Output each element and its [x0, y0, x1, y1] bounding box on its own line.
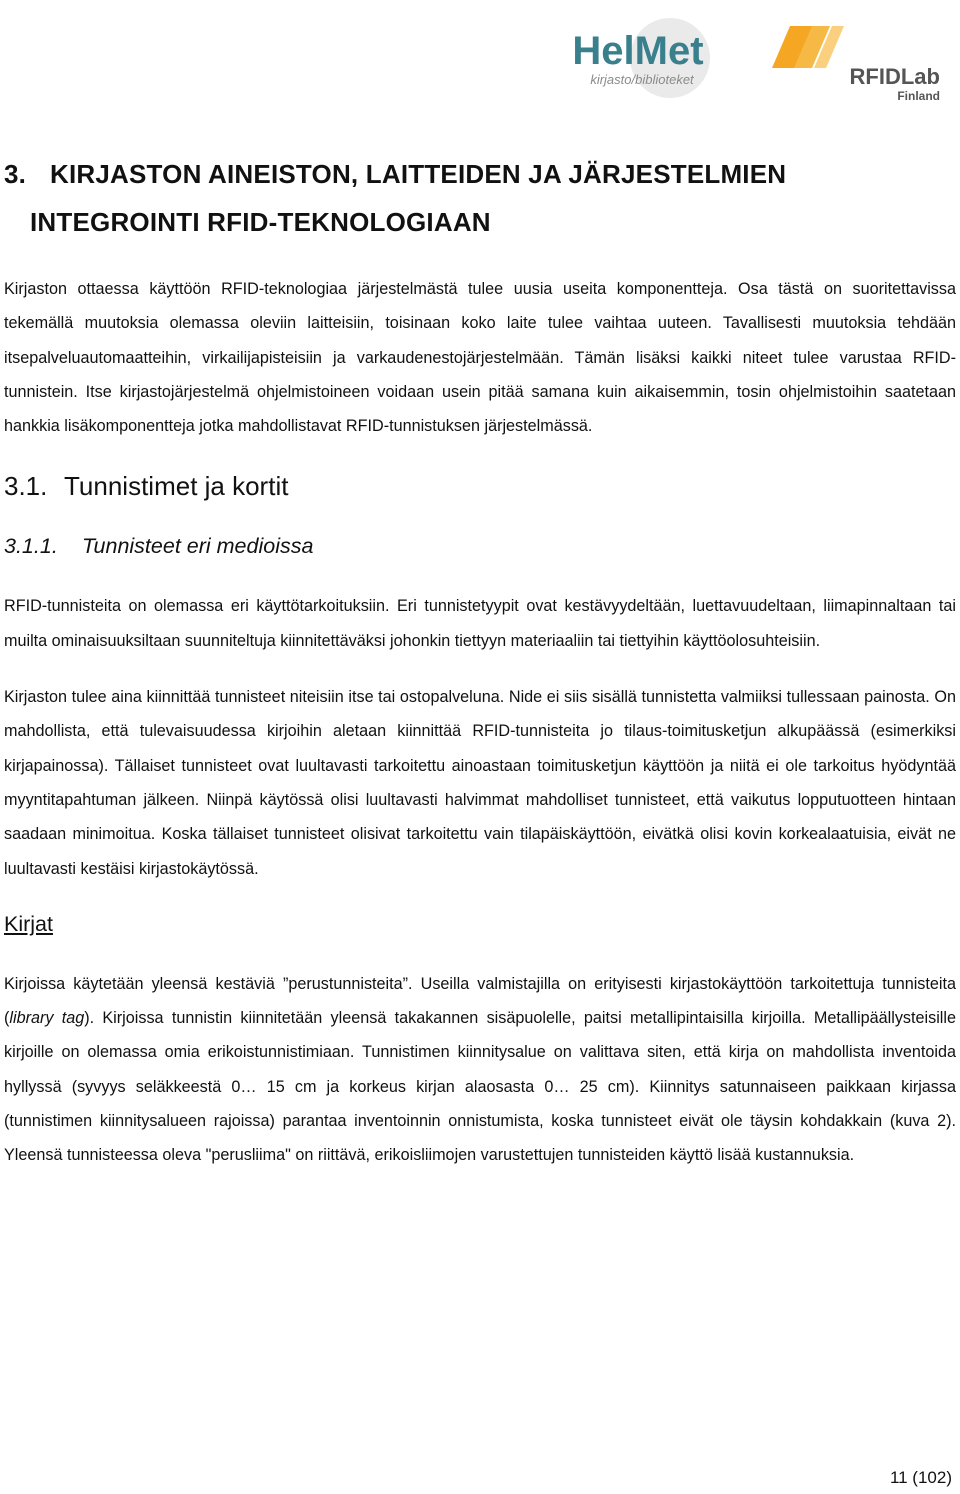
- chapter-number: 3.: [4, 159, 27, 189]
- paragraph-books-part1: Kirjoissa käytetään yleensä kestäviä ”perustunnisteita”. Useilla valmistajilla on erityisesti kirjastokäyttöön tarkoitettuja tunnisteita (: [4, 974, 956, 1028]
- page-number: 11 (102): [889, 1468, 952, 1487]
- paragraph-books-italic: library tag: [9, 1009, 85, 1028]
- chapter-title-line1: KIRJASTON AINEISTON, LAITTEIDEN JA JÄRJESTELMIEN: [50, 159, 787, 189]
- document-page: [4, 150, 956, 1173]
- chapter-title-line2: INTEGROINTI RFID-TEKNOLOGIAAN: [30, 207, 491, 237]
- helmet-logo-text: HelMet: [572, 29, 704, 73]
- intro-paragraph: Kirjaston ottaessa käyttöön RFID-teknologiaa järjestelmästä tulee uusia useita komponentteja. Osa tästä on suoritettavissa tekemällä muutoksia olemassa oleviin laitteisiin, toisinaan koko laite tulee vaihtaa uuteen. Tavallisesti muutoksia tehdään itsepalveluautomaatteihin, virkailijapisteisiin ja varkaudenestojärjestelmään. Tämän lisäksi kaikki niteet tulee varustaa RFID-tunnistein. Itse kirjastojärjestelmä ohjelmistoineen voidaan usein pitää samana kuin aikaisemmin, tosin ohjelmistoihin saatetaan hankkia lisäkomponentteja jotka mahdollistavat RFID-tunnistuksen järjestelmässä.: [4, 280, 956, 436]
- section-heading: [4, 469, 956, 503]
- helmet-logo-subtext: kirjasto/biblioteket: [590, 72, 694, 87]
- section-title: Tunnistimet ja kortit: [64, 471, 289, 502]
- header-logos: [542, 12, 942, 102]
- subsection-heading: [4, 531, 956, 561]
- rfidlab-logo: [762, 18, 942, 108]
- rfidlab-logo-subtext: Finland: [897, 89, 940, 103]
- kirjat-heading: Kirjat: [4, 911, 53, 936]
- rfidlab-logo-text: RFIDLab: [849, 64, 940, 89]
- paragraph-books-part2: ). Kirjoissa tunnistin kiinnitetään yleensä takakannen sisäpuolelle, paitsi metallipintaisilla kirjoilla. Metallipäällysteisille kirjoille on olemassa omia erikoistunnistimiaan. Tunnistimen kiinnitysalue on valittava siten, että kirja on mahdollista inventoida hyllyssä (syvyys seläkkeestä 0… 15 cm ja korkeus kirjan alaosasta 0… 25 cm). Kiinnitys satunnaiseen paikkaan kirjassa (tunnistimen kiinnitysalueen rajoissa) parantaa inventoinnin onnistumista, koska tunnisteet eivät ole täysin kohdakkain (kuva 2). Yleensä tunnisteessa oleva "perusliima" on riittävä, erikoisliimojen varustettujen tunnisteiden käyttö lisää kustannuksia.: [4, 1009, 956, 1165]
- paragraph-tag-attachment: Kirjaston tulee aina kiinnittää tunnisteet niteisiin itse tai ostopalveluna. Nide ei siis sisällä tunnistetta valmiiksi tullessaan painosta. On mahdollista, että tulevaisuudessa kirjoihin aletaan kiinnittää RFID-tunnisteita jo tilaus-toimitusketjun alkupäässä (esimerkiksi kirjapainossa). Tällaiset tunnisteet ovat luultavasti tarkoitettu ainoastaan toimitusketjun käyttöön ja niitä ei ole tarkoitus hyödyntää myyntitapahtuman jälkeen. Niinpä käytössä olisi luultavasti halvimmat mahdolliset tunnisteet, että vaikutus lopputuotteen hintaan saadaan minimoitua. Koska tällaiset tunnisteet olisivat tarkoitettu vain tilapäiskäyttöön, eivätkä olisi kovin korkealaatuisia, eivät ne luultavasti kestäisi kirjastokäytössä.: [4, 688, 956, 878]
- subsection-title: Tunnisteet eri medioissa: [82, 534, 314, 559]
- helmet-logo: [542, 12, 742, 102]
- chapter-heading: [4, 150, 956, 246]
- section-number: 3.1.: [4, 471, 48, 502]
- subsection-number: 3.1.1.: [4, 534, 58, 559]
- paragraph-books: [4, 967, 956, 1173]
- paragraph-tag-types: RFID-tunnisteita on olemassa eri käyttötarkoituksiin. Eri tunnistetyypit ovat kestävyydeltään, luettavuudeltaan, liimapinnaltaan tai muilta ominaisuuksiltaan suunniteltuja kiinnitettäväksi johonkin tiettyyn materiaaliin tai tiettyihin käyttöolosuhteisiin.: [4, 597, 956, 650]
